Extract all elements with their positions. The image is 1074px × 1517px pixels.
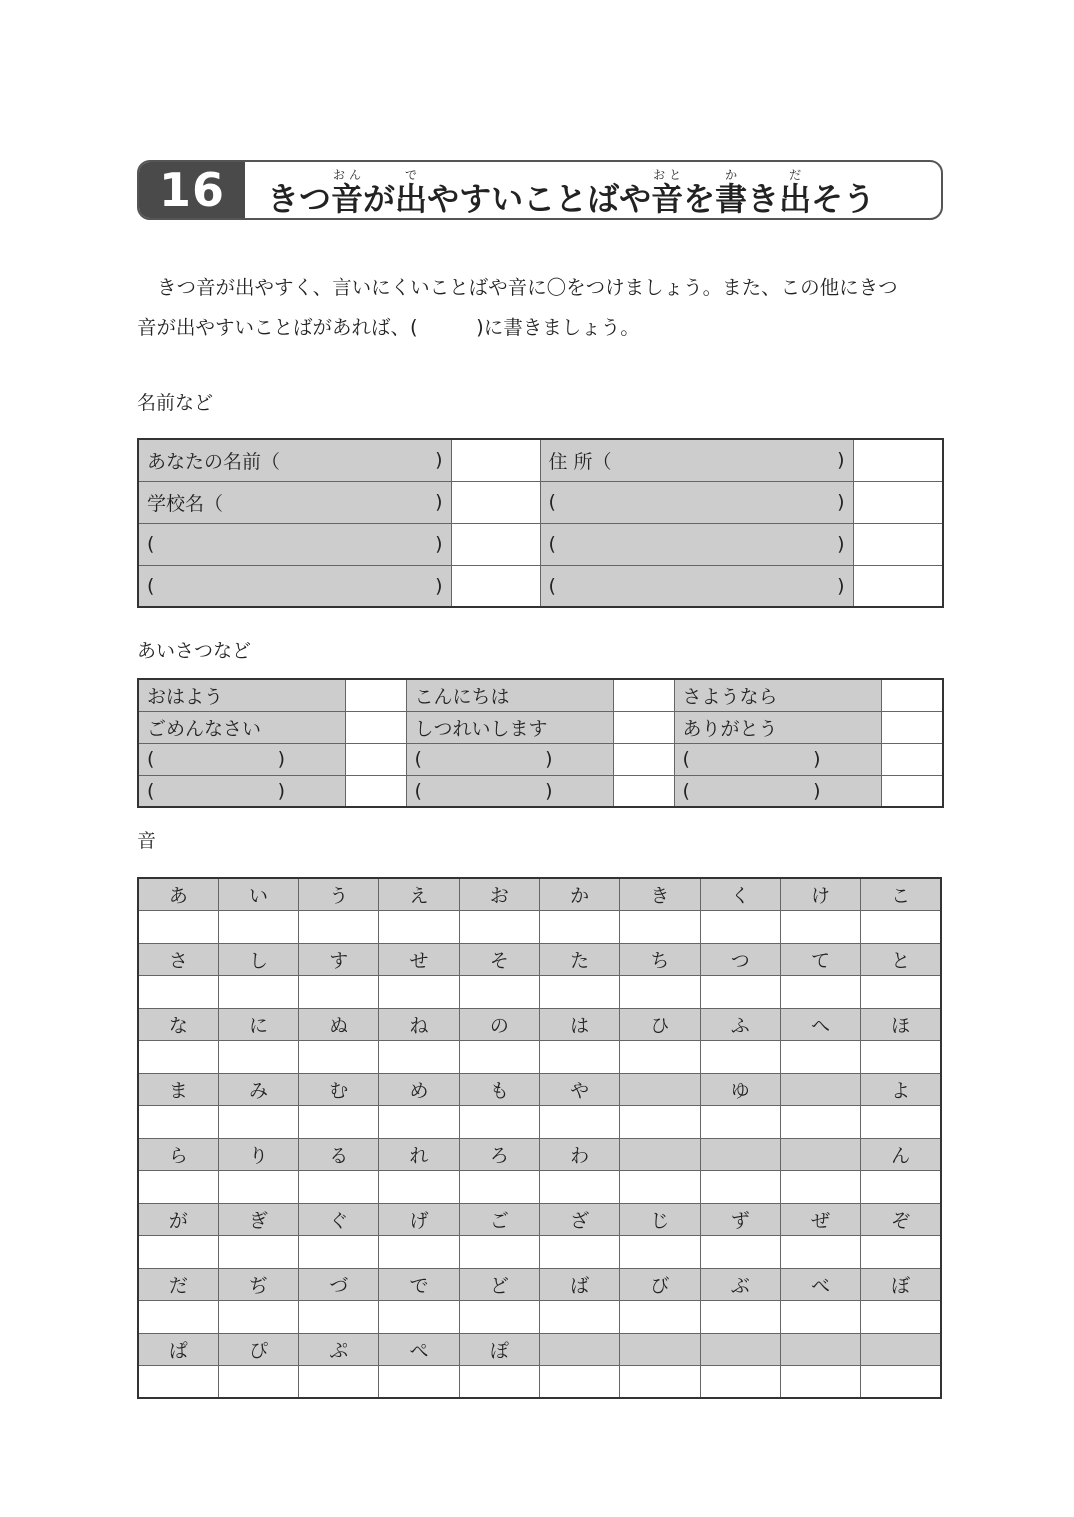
greetings-row — [138, 775, 943, 807]
kana-cell: せ — [379, 943, 459, 976]
mark-cell[interactable] — [218, 1171, 298, 1204]
kana-cell: い — [218, 878, 298, 911]
greeting-label: ( — [414, 748, 422, 770]
mark-cell[interactable] — [138, 976, 218, 1009]
greetings-section-label: あいさつなど — [137, 640, 252, 662]
mark-cell[interactable] — [881, 711, 943, 743]
kana-cell: る — [299, 1138, 379, 1171]
greeting-cell — [674, 679, 881, 711]
greeting-cell — [406, 743, 613, 775]
kana-cell: も — [459, 1073, 539, 1106]
instructions-line-1: きつ音が出やすく、言いにくいことばや音に〇をつけましょう。また、この他にきつ — [157, 276, 898, 299]
mark-cell[interactable] — [861, 1366, 941, 1399]
names-entry-label: 学校名（ — [147, 492, 224, 515]
kana-cell: げ — [379, 1203, 459, 1236]
mark-cell[interactable] — [620, 976, 700, 1009]
sounds-kana-row — [138, 1138, 941, 1171]
kana-cell: ぺ — [379, 1333, 459, 1366]
names-entry-cell — [138, 523, 451, 565]
greeting-label: ( — [682, 779, 690, 802]
kana-cell: が — [138, 1203, 218, 1236]
mark-cell[interactable] — [620, 1171, 700, 1204]
mark-cell[interactable] — [218, 1236, 298, 1269]
kana-cell — [861, 1333, 941, 1366]
names-entry-label: ( — [548, 533, 556, 555]
kana-cell — [620, 1138, 700, 1171]
mark-cell[interactable] — [299, 1366, 379, 1399]
mark-cell[interactable] — [218, 1366, 298, 1399]
kana-cell: き — [620, 878, 700, 911]
mark-cell[interactable] — [620, 1301, 700, 1334]
mark-cell[interactable] — [853, 481, 943, 523]
kana-cell: ず — [700, 1203, 780, 1236]
page-title: きつ音おんが出でやすいことばや音おとを書かき出だそう — [267, 168, 876, 218]
mark-cell[interactable] — [345, 711, 406, 743]
greeting-cell — [406, 775, 613, 807]
mark-cell[interactable] — [218, 911, 298, 944]
mark-cell[interactable] — [299, 1041, 379, 1074]
greeting-cell — [674, 775, 881, 807]
names-row — [138, 481, 943, 523]
close-paren: ) — [545, 779, 553, 802]
kana-cell: ぶ — [700, 1268, 780, 1301]
mark-cell[interactable] — [539, 1106, 619, 1139]
names-entry-cell — [540, 481, 853, 523]
sounds-kana-row — [138, 1073, 941, 1106]
greeting-label: さようなら — [682, 685, 778, 708]
mark-cell[interactable] — [299, 1106, 379, 1139]
sounds-grid — [137, 877, 942, 1399]
kana-cell — [620, 1333, 700, 1366]
mark-cell[interactable] — [780, 1106, 860, 1139]
names-entry-label: あなたの名前（ — [147, 450, 281, 473]
kana-cell — [620, 1073, 700, 1106]
kana-cell: ぐ — [299, 1203, 379, 1236]
mark-cell[interactable] — [345, 775, 406, 807]
names-entry-label: ( — [147, 533, 155, 555]
kana-cell: で — [379, 1268, 459, 1301]
kana-cell: つ — [700, 943, 780, 976]
close-paren: ) — [837, 491, 845, 513]
kana-cell: づ — [299, 1268, 379, 1301]
kana-cell: り — [218, 1138, 298, 1171]
kana-cell: ほ — [861, 1008, 941, 1041]
mark-cell[interactable] — [138, 1171, 218, 1204]
kana-cell: ぜ — [780, 1203, 860, 1236]
mark-cell[interactable] — [138, 1236, 218, 1269]
kana-cell: お — [459, 878, 539, 911]
mark-cell[interactable] — [379, 1041, 459, 1074]
mark-cell[interactable] — [379, 1106, 459, 1139]
names-table — [137, 438, 944, 608]
mark-cell[interactable] — [620, 1366, 700, 1399]
mark-cell[interactable] — [780, 1171, 860, 1204]
kana-cell: ね — [379, 1008, 459, 1041]
kana-cell: れ — [379, 1138, 459, 1171]
mark-cell[interactable] — [459, 976, 539, 1009]
mark-cell[interactable] — [613, 711, 674, 743]
kana-cell: ふ — [700, 1008, 780, 1041]
names-section-label: 名前など — [137, 392, 214, 414]
names-entry-label: ( — [147, 574, 155, 597]
kana-cell: え — [379, 878, 459, 911]
kana-cell: ぬ — [299, 1008, 379, 1041]
kana-cell: ゆ — [700, 1073, 780, 1106]
mark-cell[interactable] — [780, 1236, 860, 1269]
close-paren: ) — [277, 748, 285, 770]
close-paren: ) — [435, 574, 443, 597]
kana-cell — [700, 1333, 780, 1366]
mark-cell[interactable] — [881, 679, 943, 711]
close-paren: ) — [435, 533, 443, 555]
mark-cell[interactable] — [700, 1041, 780, 1074]
mark-cell[interactable] — [780, 1301, 860, 1334]
sounds-mark-row — [138, 1106, 941, 1139]
kana-cell: と — [861, 943, 941, 976]
kana-cell: け — [780, 878, 860, 911]
mark-cell[interactable] — [620, 1106, 700, 1139]
names-entry-cell — [138, 439, 451, 481]
close-paren: ) — [435, 449, 443, 472]
instructions — [137, 268, 947, 348]
kana-cell: ど — [459, 1268, 539, 1301]
mark-cell[interactable] — [138, 1366, 218, 1399]
mark-cell[interactable] — [299, 1236, 379, 1269]
kana-cell: あ — [138, 878, 218, 911]
names-entry-cell — [540, 523, 853, 565]
greeting-cell — [406, 711, 613, 743]
names-entry-cell — [540, 565, 853, 607]
greeting-label: ( — [682, 748, 690, 770]
kana-cell — [780, 1333, 860, 1366]
kana-cell: て — [780, 943, 860, 976]
mark-cell[interactable] — [299, 1301, 379, 1334]
kana-cell: ぎ — [218, 1203, 298, 1236]
mark-cell[interactable] — [861, 1301, 941, 1334]
kana-cell — [539, 1333, 619, 1366]
instructions-line-2: 音が出やすいことばがあれば、( )に書きましょう。 — [137, 316, 640, 339]
mark-cell[interactable] — [459, 1236, 539, 1269]
mark-cell[interactable] — [379, 1301, 459, 1334]
kana-cell: ひ — [620, 1008, 700, 1041]
mark-cell[interactable] — [459, 911, 539, 944]
sounds-mark-row — [138, 976, 941, 1009]
sounds-kana-row — [138, 1008, 941, 1041]
kana-cell: そ — [459, 943, 539, 976]
kana-cell: ば — [539, 1268, 619, 1301]
greeting-label: ごめんなさい — [147, 717, 262, 740]
close-paren: ) — [837, 533, 845, 555]
mark-cell[interactable] — [459, 1041, 539, 1074]
mark-cell[interactable] — [881, 775, 943, 807]
mark-cell[interactable] — [853, 523, 943, 565]
kana-cell: へ — [780, 1008, 860, 1041]
mark-cell[interactable] — [539, 1041, 619, 1074]
mark-cell[interactable] — [861, 1171, 941, 1204]
greeting-label: ( — [147, 779, 155, 802]
mark-cell[interactable] — [700, 976, 780, 1009]
mark-cell[interactable] — [459, 1106, 539, 1139]
names-entry-label: ( — [548, 574, 556, 597]
greeting-cell — [138, 743, 345, 775]
mark-cell[interactable] — [451, 439, 540, 481]
kana-cell: か — [539, 878, 619, 911]
sounds-kana-row — [138, 943, 941, 976]
mark-cell[interactable] — [138, 911, 218, 944]
title-banner — [137, 160, 943, 220]
sounds-mark-row — [138, 1171, 941, 1204]
sounds-section-label: 音 — [137, 830, 157, 852]
kana-cell: さ — [138, 943, 218, 976]
mark-cell[interactable] — [861, 911, 941, 944]
mark-cell[interactable] — [459, 1301, 539, 1334]
greeting-cell — [406, 679, 613, 711]
greeting-label: こんにちは — [414, 685, 510, 708]
sounds-mark-row — [138, 1366, 941, 1399]
sounds-mark-row — [138, 1301, 941, 1334]
sounds-kana-row — [138, 1333, 941, 1366]
kana-cell: は — [539, 1008, 619, 1041]
kana-cell: う — [299, 878, 379, 911]
mark-cell[interactable] — [451, 565, 540, 607]
kana-cell: こ — [861, 878, 941, 911]
greeting-label: ( — [414, 779, 422, 802]
greetings-row — [138, 679, 943, 711]
close-paren: ) — [435, 491, 443, 513]
mark-cell[interactable] — [780, 976, 860, 1009]
names-row — [138, 523, 943, 565]
kana-cell: や — [539, 1073, 619, 1106]
mark-cell[interactable] — [138, 1301, 218, 1334]
mark-cell[interactable] — [218, 1106, 298, 1139]
mark-cell[interactable] — [861, 1041, 941, 1074]
greeting-cell — [138, 711, 345, 743]
greeting-label: おはよう — [147, 685, 224, 708]
kana-cell: ら — [138, 1138, 218, 1171]
kana-cell: ま — [138, 1073, 218, 1106]
close-paren: ) — [813, 779, 821, 802]
greeting-label: ( — [147, 748, 155, 770]
kana-cell — [700, 1138, 780, 1171]
mark-cell[interactable] — [539, 1301, 619, 1334]
close-paren: ) — [837, 574, 845, 597]
mark-cell[interactable] — [853, 565, 943, 607]
kana-cell: ぽ — [459, 1333, 539, 1366]
mark-cell[interactable] — [539, 976, 619, 1009]
kana-cell: よ — [861, 1073, 941, 1106]
mark-cell[interactable] — [861, 1236, 941, 1269]
kana-cell: ち — [620, 943, 700, 976]
greetings-row — [138, 743, 943, 775]
sounds-mark-row — [138, 1041, 941, 1074]
mark-cell[interactable] — [700, 1171, 780, 1204]
mark-cell[interactable] — [780, 1366, 860, 1399]
mark-cell[interactable] — [379, 1236, 459, 1269]
mark-cell[interactable] — [700, 1301, 780, 1334]
kana-cell: ぼ — [861, 1268, 941, 1301]
close-paren: ) — [545, 748, 553, 770]
kana-cell: む — [299, 1073, 379, 1106]
kana-cell: だ — [138, 1268, 218, 1301]
kana-cell: ぱ — [138, 1333, 218, 1366]
mark-cell[interactable] — [539, 1366, 619, 1399]
names-entry-label: ( — [548, 491, 556, 513]
kana-cell: し — [218, 943, 298, 976]
kana-cell: ご — [459, 1203, 539, 1236]
kana-cell: に — [218, 1008, 298, 1041]
names-row — [138, 565, 943, 607]
mark-cell[interactable] — [780, 1041, 860, 1074]
mark-cell[interactable] — [459, 1171, 539, 1204]
close-paren: ) — [813, 748, 821, 770]
kana-cell — [780, 1138, 860, 1171]
mark-cell[interactable] — [539, 1171, 619, 1204]
kana-cell: す — [299, 943, 379, 976]
kana-cell — [780, 1073, 860, 1106]
mark-cell[interactable] — [345, 679, 406, 711]
kana-cell: ぢ — [218, 1268, 298, 1301]
mark-cell[interactable] — [459, 1366, 539, 1399]
mark-cell[interactable] — [620, 1041, 700, 1074]
greetings-table — [137, 678, 944, 808]
kana-cell: ぞ — [861, 1203, 941, 1236]
sounds-kana-row — [138, 1268, 941, 1301]
names-entry-cell — [138, 565, 451, 607]
kana-cell: べ — [780, 1268, 860, 1301]
sounds-kana-row — [138, 878, 941, 911]
close-paren: ) — [837, 449, 845, 472]
mark-cell[interactable] — [700, 1236, 780, 1269]
mark-cell[interactable] — [379, 1171, 459, 1204]
mark-cell[interactable] — [613, 775, 674, 807]
sounds-kana-row — [138, 1203, 941, 1236]
mark-cell[interactable] — [299, 976, 379, 1009]
mark-cell[interactable] — [780, 911, 860, 944]
kana-cell: く — [700, 878, 780, 911]
mark-cell[interactable] — [218, 1301, 298, 1334]
greeting-cell — [674, 743, 881, 775]
close-paren: ) — [277, 779, 285, 802]
kana-cell: た — [539, 943, 619, 976]
mark-cell[interactable] — [613, 679, 674, 711]
greetings-row — [138, 711, 943, 743]
lesson-number: 16 — [139, 162, 245, 218]
sounds-mark-row — [138, 911, 941, 944]
kana-cell: ん — [861, 1138, 941, 1171]
mark-cell[interactable] — [620, 1236, 700, 1269]
names-row — [138, 439, 943, 481]
mark-cell[interactable] — [345, 743, 406, 775]
kana-cell: な — [138, 1008, 218, 1041]
mark-cell[interactable] — [620, 911, 700, 944]
greeting-cell — [674, 711, 881, 743]
kana-cell: の — [459, 1008, 539, 1041]
mark-cell[interactable] — [299, 911, 379, 944]
mark-cell[interactable] — [700, 1366, 780, 1399]
mark-cell[interactable] — [138, 1106, 218, 1139]
kana-cell: わ — [539, 1138, 619, 1171]
kana-cell: び — [620, 1268, 700, 1301]
mark-cell[interactable] — [138, 1041, 218, 1074]
greeting-cell — [138, 775, 345, 807]
mark-cell[interactable] — [451, 523, 540, 565]
mark-cell[interactable] — [218, 976, 298, 1009]
mark-cell[interactable] — [881, 743, 943, 775]
mark-cell[interactable] — [379, 911, 459, 944]
kana-cell: じ — [620, 1203, 700, 1236]
mark-cell[interactable] — [299, 1171, 379, 1204]
names-entry-label: 住 所（ — [548, 450, 612, 473]
greeting-label: ありがとう — [682, 717, 778, 740]
mark-cell[interactable] — [451, 481, 540, 523]
names-entry-cell — [540, 439, 853, 481]
mark-cell[interactable] — [861, 1106, 941, 1139]
mark-cell[interactable] — [379, 1366, 459, 1399]
sounds-mark-row — [138, 1236, 941, 1269]
kana-cell: め — [379, 1073, 459, 1106]
mark-cell[interactable] — [700, 911, 780, 944]
mark-cell[interactable] — [861, 976, 941, 1009]
kana-cell: ざ — [539, 1203, 619, 1236]
mark-cell[interactable] — [539, 1236, 619, 1269]
kana-cell: ろ — [459, 1138, 539, 1171]
mark-cell[interactable] — [613, 743, 674, 775]
mark-cell[interactable] — [218, 1041, 298, 1074]
mark-cell[interactable] — [853, 439, 943, 481]
mark-cell[interactable] — [539, 911, 619, 944]
kana-cell: ぷ — [299, 1333, 379, 1366]
kana-cell: み — [218, 1073, 298, 1106]
mark-cell[interactable] — [379, 976, 459, 1009]
kana-cell: ぴ — [218, 1333, 298, 1366]
names-entry-cell — [138, 481, 451, 523]
greeting-label: しつれいします — [414, 717, 548, 740]
greeting-cell — [138, 679, 345, 711]
mark-cell[interactable] — [700, 1106, 780, 1139]
